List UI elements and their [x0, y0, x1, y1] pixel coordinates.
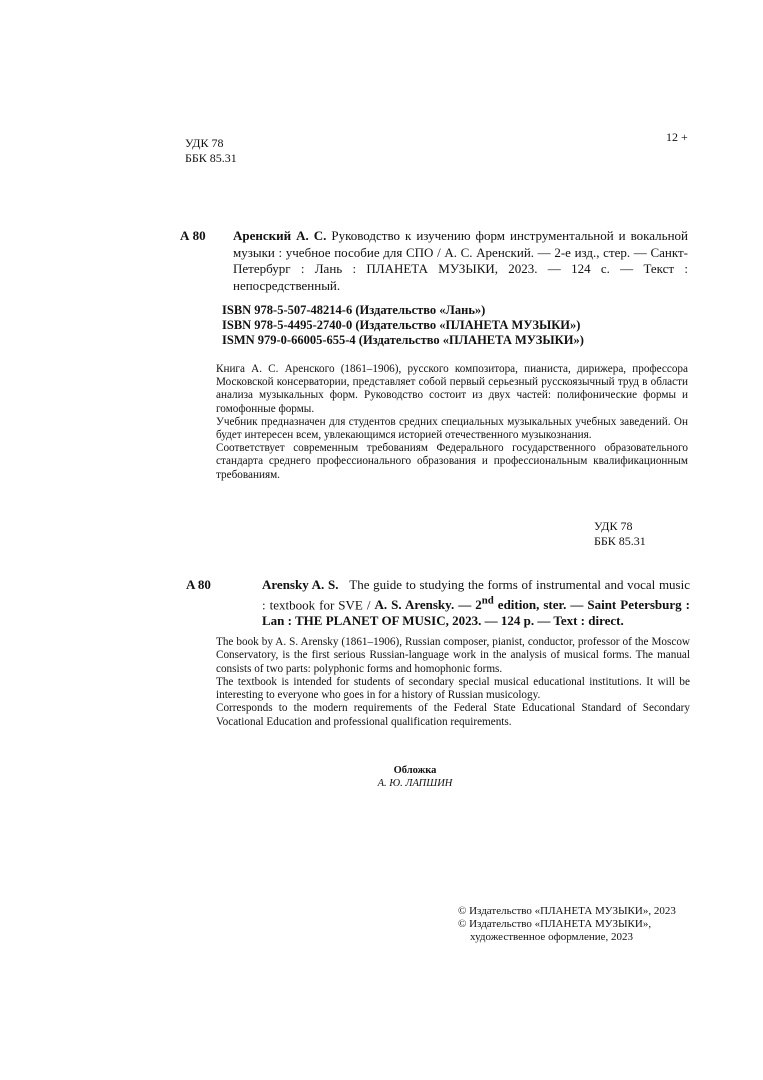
ru-annotation-paragraph: Учебник предназначен для студентов средних специальных музыкальных учебных заведений. Он будет интересен всем, увлекающимся историей отечественного музыкознания.: [216, 415, 688, 442]
ru-description: Руководство к изучению форм инструментальной и вокальной музыки : учебное пособие для СПО / А. С. Аренский. — 2-е изд., стер. — Санкт-Петербург : Лань : ПЛАНЕТА МУЗЫКИ, 2023. — 124 с. — Текст : непосредственный.: [233, 228, 688, 293]
en-annotation-paragraph: The book by A. S. Arensky (1861–1906), Russian composer, pianist, conductor, professor of the Moscow Conservatory, is the first serious Russian-language work in the analysis of musical forms. The manual consists of two parts: polyphonic forms and homophonic forms.: [216, 636, 690, 675]
bbk-code: ББК 85.31: [185, 151, 237, 165]
age-rating: 12 +: [666, 130, 688, 144]
en-description-part1: The guide to studying the forms of instrumental and vocal music : textbook for SVE /: [262, 577, 690, 613]
ru-annotation-paragraph: Соответствует современным требованиям Федерального государственного образовательного стандарта среднего профессионального образования и профессиональным квалификационным требованиям.: [216, 442, 688, 481]
en-edition-suffix: nd: [481, 595, 494, 607]
udk-code: УДК 78: [185, 136, 224, 150]
en-bibliographic-entry: [262, 577, 690, 629]
ru-bibliographic-entry: [233, 228, 688, 294]
udk-block-mid: [594, 519, 646, 549]
ismn-line: ISMN 979-0-66005-655-4 (Издательство «ПЛАНЕТА МУЗЫКИ»): [222, 333, 584, 347]
udk-code: УДК 78: [594, 519, 633, 533]
en-description-part2: edition, ster. — Saint Petersburg : Lan : THE PLANET OF MUSIC, 2023. — 124 p. — Text : direct.: [262, 597, 690, 629]
cover-label: Обложка: [393, 765, 437, 776]
en-annotation: [216, 636, 690, 729]
cover-artist: А. Ю. ЛАПШИН: [377, 778, 453, 789]
en-annotation-paragraph: The textbook is intended for students of secondary special musical educational institutions. It will be interesting to everyone who goes in for a history of Russian musicology.: [216, 675, 690, 702]
ru-author: Аренский А. С.: [233, 228, 327, 243]
ru-annotation-paragraph: Книга А. С. Аренского (1861–1906), русского композитора, пианиста, дирижера, профессора Московской консерватории, представляет собой первый серьезный русскоязычный труд в области анализа музыкальных форм. Руководство состоит из двух частей: полифонические формы и гомофонные формы.: [216, 363, 688, 415]
en-annotation-paragraph: Corresponds to the modern requirements of the Federal State Educational Standard of Secondary Vocational Education and professional qualification requirements.: [216, 702, 690, 728]
ru-annotation: [216, 363, 688, 482]
isbn-block: [222, 303, 584, 348]
en-author: Arensky A. S.: [262, 577, 339, 592]
copyright-line: © Издательство «ПЛАНЕТА МУЗЫКИ», 2023: [458, 905, 676, 917]
en-author-mark: A 80: [186, 577, 211, 592]
ru-author-mark: А 80: [180, 228, 206, 243]
udk-block-top: [185, 136, 237, 166]
copyright-block: [458, 905, 676, 944]
copyright-line: художественное оформление, 2023: [470, 931, 634, 943]
isbn-line: ISBN 978-5-4495-2740-0 (Издательство «ПЛАНЕТА МУЗЫКИ»): [222, 318, 581, 332]
en-description-author: A. S. Arensky. — 2: [374, 597, 482, 613]
copyright-line: © Издательство «ПЛАНЕТА МУЗЫКИ»,: [458, 918, 652, 930]
isbn-line: ISBN 978-5-507-48214-6 (Издательство «Лань»): [222, 303, 486, 317]
bbk-code: ББК 85.31: [594, 534, 646, 548]
cover-credit: [300, 764, 530, 790]
